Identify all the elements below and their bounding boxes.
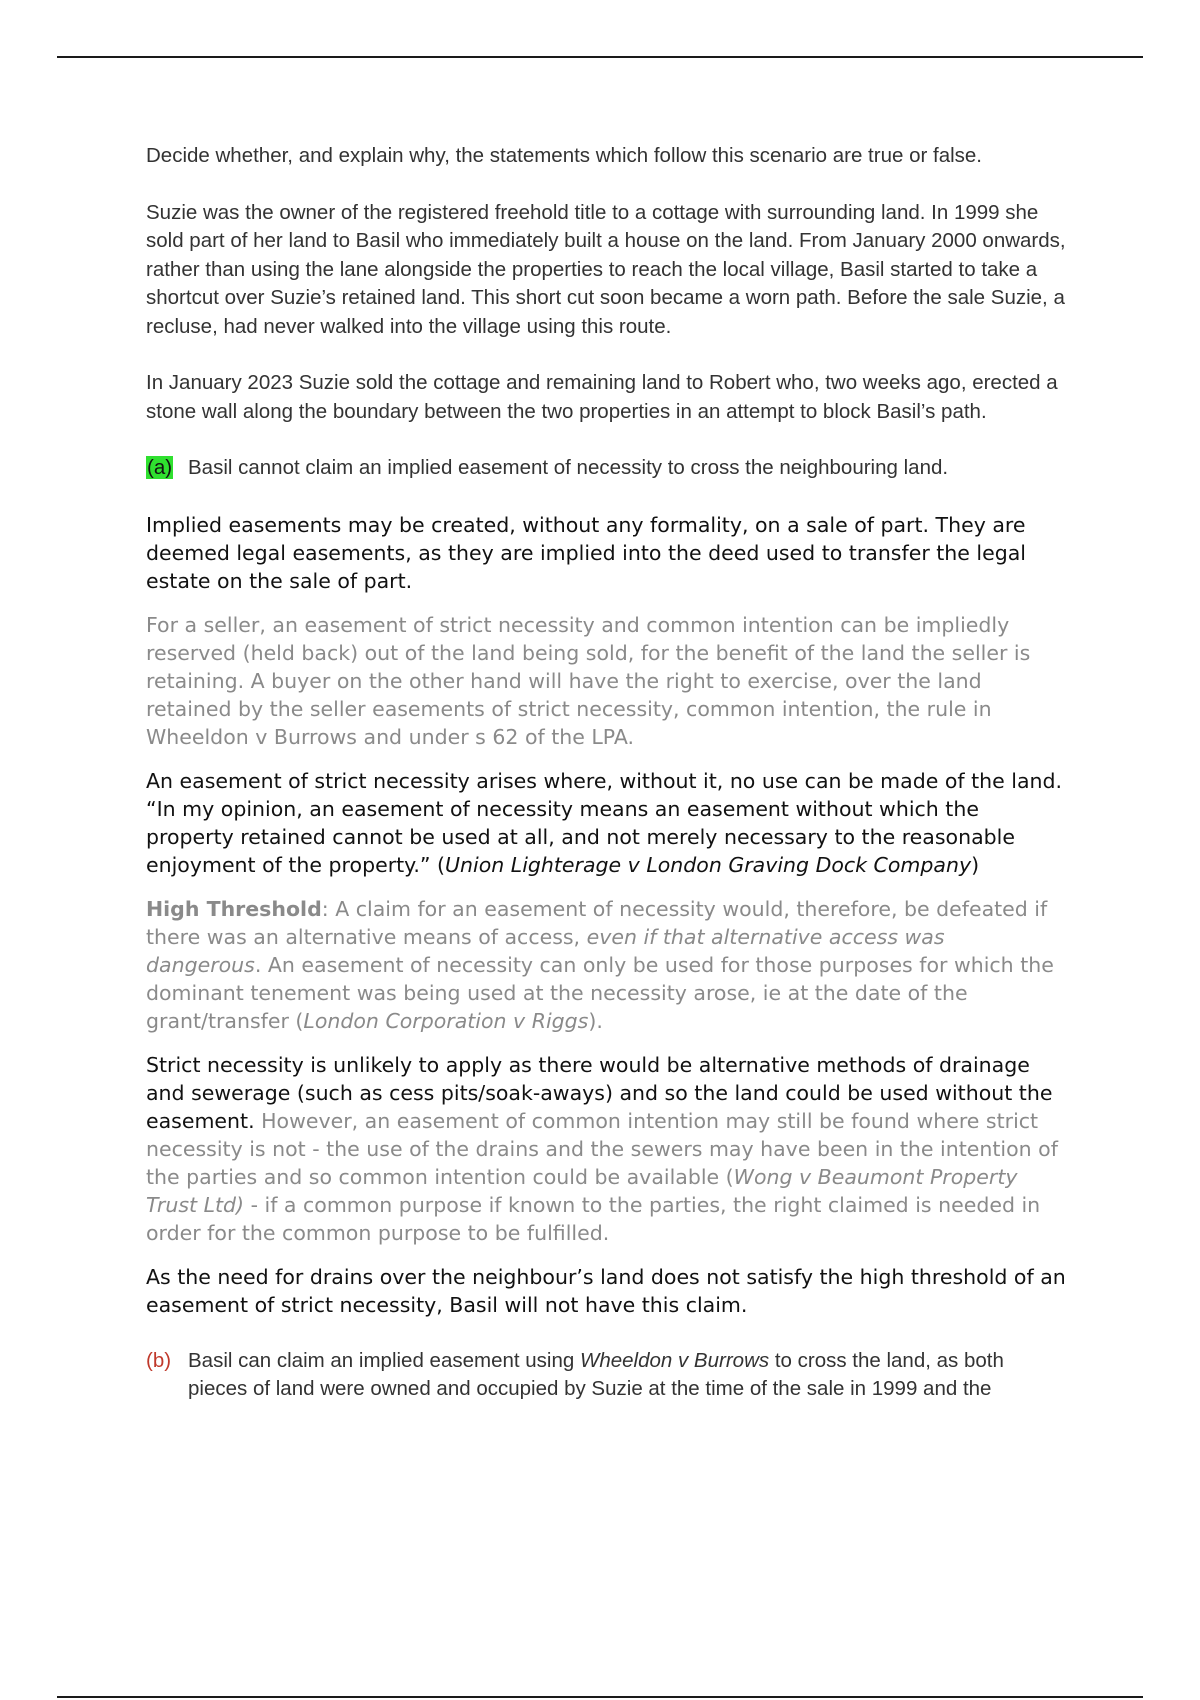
necessity-definition: An easement of strict necessity arises where, without it, no use can be made of the land. “In my opinion, an easement of necessity means an easement without which the property retained cannot be used at all, and not merely necessary to the reasonable enjoyment of the property.” (: [146, 768, 1063, 877]
case-citation-wheeldon: Wheeldon v Burrows: [579, 1348, 770, 1372]
question-b-text-b: to cross the land, as both pieces of land were owned and occupied by Suzie at the time of the sale in 1999 and the: [188, 1348, 1004, 1400]
question-b-label: (b): [146, 1348, 172, 1372]
question-a-text: Basil cannot claim an implied easement of necessity to cross the neighbouring land.: [188, 456, 949, 479]
high-threshold-text-a: : A claim for an easement of necessity would, therefore, be defeated if there was an alternative means of access,: [146, 896, 1048, 949]
instruction-text: Decide whether, and explain why, the statements which follow this scenario are true or false.: [146, 144, 982, 167]
closing-paren: ): [971, 852, 980, 877]
strict-necessity-text: Strict necessity is unlikely to apply as there would be alternative methods of drainage and sewerage (such as cess pits/soak-aways) and so the land could be used without the easement.: [146, 1052, 1053, 1133]
answer-paragraph-2: For a seller, an easement of strict necessity and common intention can be impliedly reserved (held back) out of the land being sold, for the benefit of the land the seller is retaining. A buyer on the other hand will have the right to exercise, over the land retained by the seller easements of strict necessity, common intention, the rule in Wheeldon v Burrows and under s 62 of the LPA.: [146, 612, 1031, 749]
answer-paragraph-4: [146, 895, 1066, 1035]
answer-paragraph-1: Implied easements may be created, without any formality, on a sale of part. They are deemed legal easements, as they are implied into the deed used to transfer the legal estate on the sale of part.: [146, 512, 1026, 593]
common-intention-text-a: However, an easement of common intention may still be found where strict necessity is not - the use of the drains and the sewers may have been in the intention of the parties and so common intention could be available (: [146, 1108, 1058, 1189]
footer-rule: [57, 1696, 1143, 1698]
header-rule: [57, 56, 1143, 58]
high-threshold-italic: even if that alternative access was dangerous: [146, 924, 945, 977]
closing-paren: ).: [588, 1008, 603, 1033]
question-a: [146, 454, 1066, 483]
answer-paragraph-5: [146, 1051, 1066, 1247]
answer-paragraph-3: [146, 767, 1066, 879]
document-body: [146, 142, 1066, 1404]
question-b-text-a: Basil can claim an implied easement using: [188, 1348, 580, 1372]
scenario-paragraph-2: In January 2023 Suzie sold the cottage and remaining land to Robert who, two weeks ago, erected a stone wall along the boundary between the two properties in an attempt to block Basil’s path.: [146, 371, 1058, 423]
high-threshold-text-b: . An easement of necessity can only be used for those purposes for which the dominant tenement was being used at the necessity arose, ie at the date of the grant/transfer (: [146, 952, 1054, 1033]
case-citation-wong: Wong v Beaumont Property Trust Ltd): [146, 1164, 1018, 1217]
high-threshold-heading: High Threshold: [146, 896, 322, 921]
question-b-text: [188, 1347, 1066, 1404]
answer-paragraph-6: As the need for drains over the neighbour’s land does not satisfy the high threshold of an easement of strict necessity, Basil will not have this claim.: [146, 1264, 1066, 1317]
scenario-paragraph-1: Suzie was the owner of the registered freehold title to a cottage with surrounding land. In 1999 she sold part of her land to Basil who immediately built a house on the land. From January 2000 onwards, rather than using the lane alongside the properties to reach the local village, Basil started to take a shortcut over Suzie’s retained land. This short cut soon became a worn path. Before the sale Suzie, a recluse, had never walked into the village using this route.: [146, 200, 1066, 338]
case-citation-london-corporation: London Corporation v Riggs: [303, 1008, 589, 1033]
question-b: [146, 1347, 1066, 1404]
common-intention-text-b: - if a common purpose if known to the parties, the right claimed is needed in order for the common purpose to be fulfilled.: [146, 1192, 1041, 1245]
question-a-label: (a): [147, 456, 173, 479]
case-citation-union-lighterage: Union Lighterage v London Graving Dock Company: [445, 852, 972, 877]
